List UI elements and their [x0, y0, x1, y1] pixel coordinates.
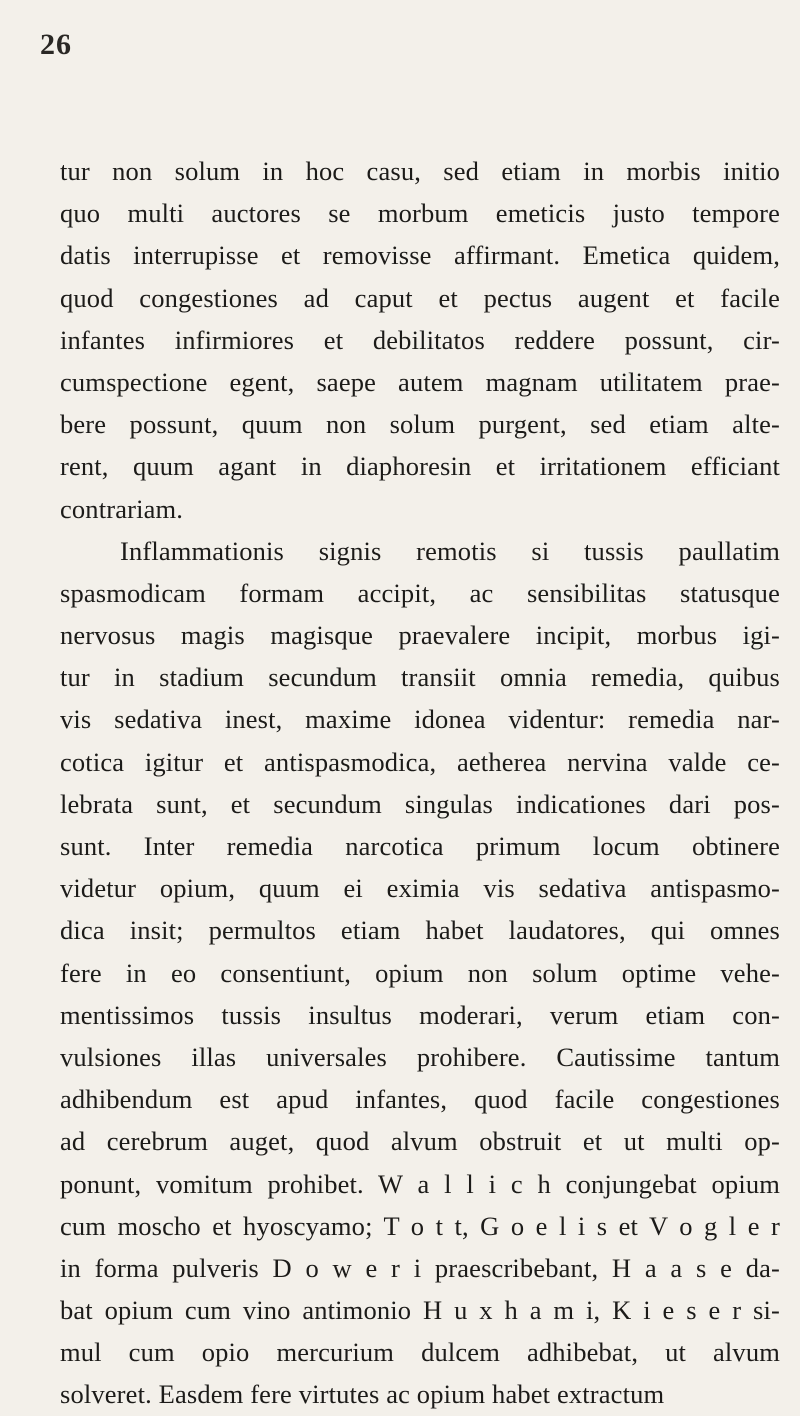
text-line: mentissimos tussis insultus moderari, verum etiam con-	[60, 999, 780, 1030]
text-line: nervosus magis magisque praevalere incipit, morbus igi-	[60, 620, 780, 651]
text-line: quod congestiones ad caput et pectus augent et facile	[60, 282, 780, 313]
text-line: dica insit; permultos etiam habet laudatores, qui omnes	[60, 915, 780, 946]
text-line: rent, quum agant in diaphoresin et irritationem efficiant	[60, 451, 780, 482]
body-text	[60, 150, 780, 1416]
text-line: sunt. Inter remedia narcotica primum locum obtinere	[60, 831, 780, 861]
paragraph-end-line: contrariam.	[60, 493, 184, 524]
paragraph-start-line: Inflammationis signis remotis si tussis paullatim	[120, 535, 780, 566]
text-line: datis interrupisse et removisse affirmant. Emetica quidem,	[60, 240, 780, 271]
text-line: tur non solum in hoc casu, sed etiam in morbis initio	[60, 156, 780, 186]
page-number: 26	[40, 28, 72, 61]
text-line: cotica igitur et antispasmodica, aetherea nervina valde ce-	[60, 746, 780, 777]
text-line: mul cum opio mercurium dulcem adhibebat, ut alvum	[60, 1337, 780, 1368]
text-line: fere in eo consentiunt, opium non solum optime vehe-	[60, 957, 780, 988]
text-line: bat opium cum vino antimonio H u x h a m i, K i e s e r si-	[60, 1295, 780, 1326]
text-line: vulsiones illas universales prohibere. Cautissime tantum	[60, 1041, 780, 1072]
text-line: solveret. Easdem fere virtutes ac opium habet extractum	[60, 1379, 665, 1410]
text-line: spasmodicam formam accipit, ac sensibilitas statusque	[60, 577, 780, 608]
text-line: infantes infirmiores et debilitatos reddere possunt, cir-	[60, 324, 780, 355]
text-line: lebrata sunt, et secundum singulas indicationes dari pos-	[60, 788, 780, 819]
text-line: videtur opium, quum ei eximia vis sedativa antispasmo-	[60, 873, 780, 904]
text-line: tur in stadium secundum transiit omnia remedia, quibus	[60, 662, 780, 693]
text-line: bere possunt, quum non solum purgent, sed etiam alte-	[60, 409, 780, 440]
text-line: vis sedativa inest, maxime idonea videntur: remedia nar-	[60, 704, 780, 735]
text-line: cum moscho et hyoscyamo; T o t t, G o e l i s et V o g l e r	[60, 1210, 780, 1241]
text-line: cumspectione egent, saepe autem magnam utilitatem prae-	[60, 366, 780, 397]
text-line: in forma pulveris D o w e r i praescribebant, H a a s e da-	[60, 1252, 780, 1283]
text-line: quo multi auctores se morbum emeticis justo tempore	[60, 198, 780, 229]
text-line: adhibendum est apud infantes, quod facile congestiones	[60, 1084, 780, 1115]
text-line: ad cerebrum auget, quod alvum obstruit et ut multi op-	[60, 1126, 780, 1157]
text-line: ponunt, vomitum prohibet. W a l l i c h conjungebat opium	[60, 1168, 780, 1199]
